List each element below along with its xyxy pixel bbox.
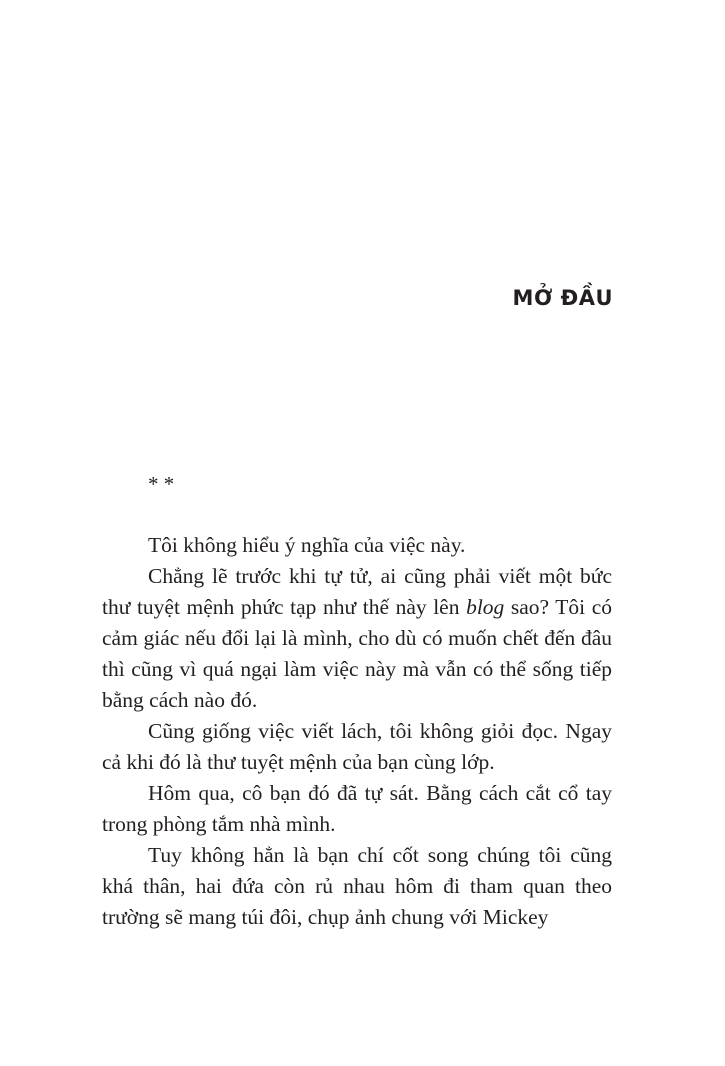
chapter-title: MỞ ĐẦU: [512, 286, 613, 310]
section-separator: * *: [148, 472, 175, 496]
italic-word: blog: [466, 595, 505, 619]
paragraph-text: Chẳng lẽ trước khi tự tử, ai cũng phải viết một bức thư tuyệt mệnh phức tạp như thế này lên: [102, 564, 612, 619]
body-text: [102, 530, 612, 933]
paragraph: Tuy không hẳn là bạn chí cốt song chúng tôi cũng khá thân, hai đứa còn rủ nhau hôm đi tham quan theo trường sẽ mang túi đôi, chụp ảnh chung với Mickey: [102, 843, 612, 929]
paragraph: Cũng giống việc viết lách, tôi không giỏi đọc. Ngay cả khi đó là thư tuyệt mệnh của bạn cùng lớp.: [102, 719, 612, 774]
paragraph: Tôi không hiểu ý nghĩa của việc này.: [148, 533, 466, 557]
paragraph: Hôm qua, cô bạn đó đã tự sát. Bằng cách cắt cổ tay trong phòng tắm nhà mình.: [102, 781, 612, 836]
paragraph-text: sao? Tôi có cảm giác nếu đổi lại là mình, cho dù có muốn chết đến đâu thì cũng vì quá ngại làm việc này mà vẫn có thể sống tiếp bằng cách nào đó.: [102, 595, 613, 712]
paragraph: [102, 561, 612, 716]
